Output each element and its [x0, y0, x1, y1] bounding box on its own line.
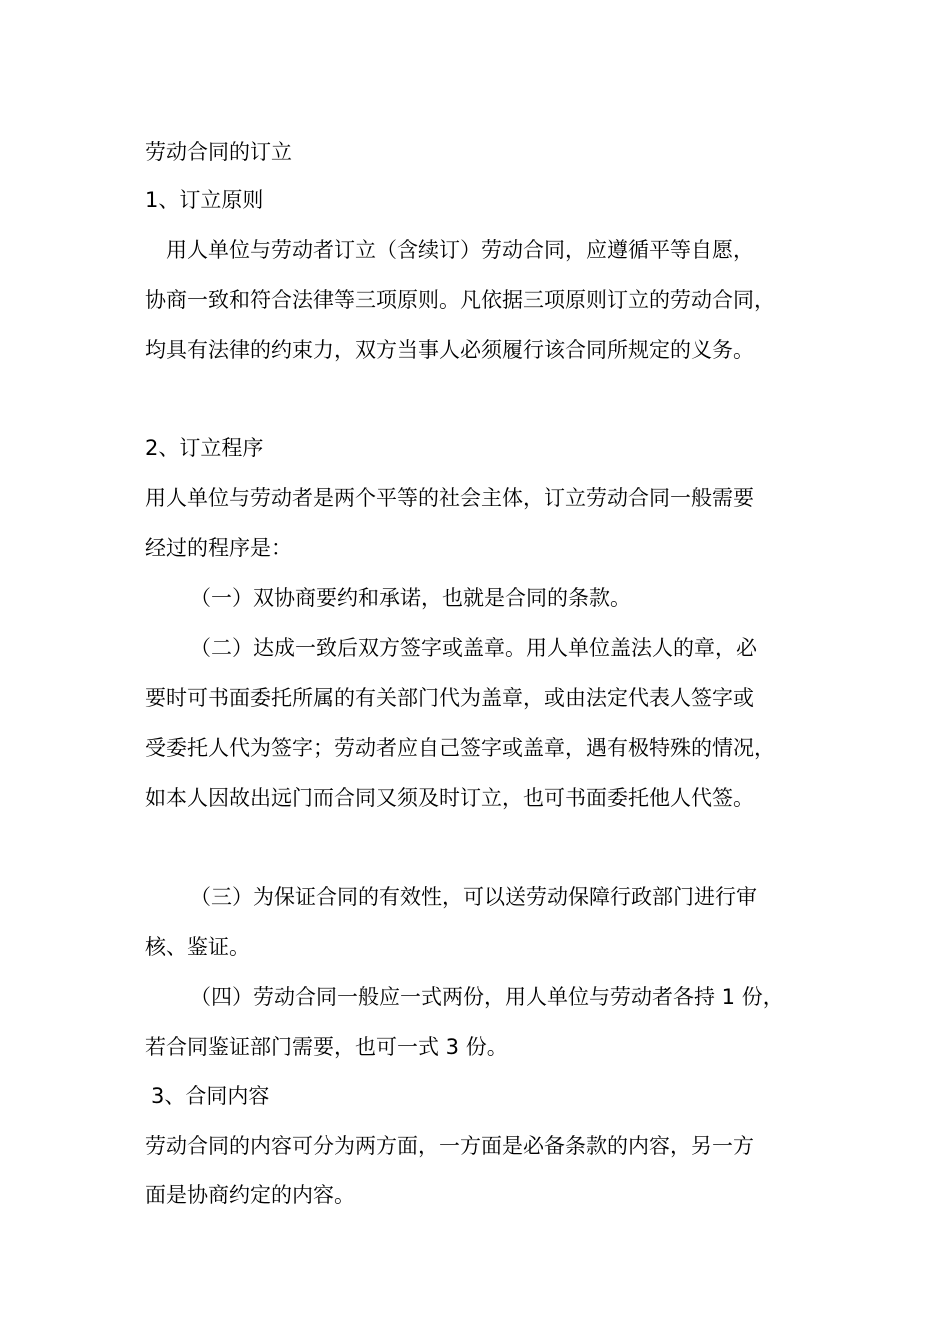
section-heading-procedure: 2、订立程序: [145, 436, 264, 460]
list-item-1: （一）双协商要约和承诺，也就是合同的条款。: [190, 586, 631, 610]
list-item-4: （四）劳动合同一般应一式两份，用人单位与劳动者各持 1 份，: [190, 985, 784, 1009]
paragraph-line: 若合同鉴证部门需要，也可一式 3 份。: [145, 1035, 508, 1059]
paragraph-line: 用人单位与劳动者订立（含续订）劳动合同，应遵循平等自愿，: [166, 238, 754, 262]
paragraph-line: 面是协商约定的内容。: [145, 1183, 355, 1207]
paragraph-line: 经过的程序是：: [145, 536, 292, 560]
paragraph-line: 如本人因故出远门而合同又须及时订立，也可书面委托他人代签。: [145, 786, 754, 810]
list-item-2: （二）达成一致后双方签字或盖章。用人单位盖法人的章，必: [190, 636, 757, 660]
paragraph-line: 劳动合同的内容可分为两方面，一方面是必备条款的内容，另一方: [145, 1134, 754, 1158]
paragraph-line: 要时可书面委托所属的有关部门代为盖章，或由法定代表人签字或: [145, 686, 754, 710]
section-heading-content: 3、合同内容: [151, 1084, 270, 1108]
paragraph-line: 均具有法律的约束力，双方当事人必须履行该合同所规定的义务。: [145, 338, 754, 362]
list-item-3: （三）为保证合同的有效性，可以送劳动保障行政部门进行审: [190, 885, 757, 909]
paragraph-line: 受委托人代为签字；劳动者应自己签字或盖章，遇有极特殊的情况，: [145, 736, 775, 760]
section-heading-principles: 1、订立原则: [145, 188, 264, 212]
paragraph-line: 协商一致和符合法律等三项原则。凡依据三项原则订立的劳动合同，: [145, 288, 775, 312]
paragraph-line: 用人单位与劳动者是两个平等的社会主体，订立劳动合同一般需要: [145, 486, 754, 510]
paragraph-line: 核、鉴证。: [145, 935, 250, 959]
document-title: 劳动合同的订立: [145, 140, 292, 164]
